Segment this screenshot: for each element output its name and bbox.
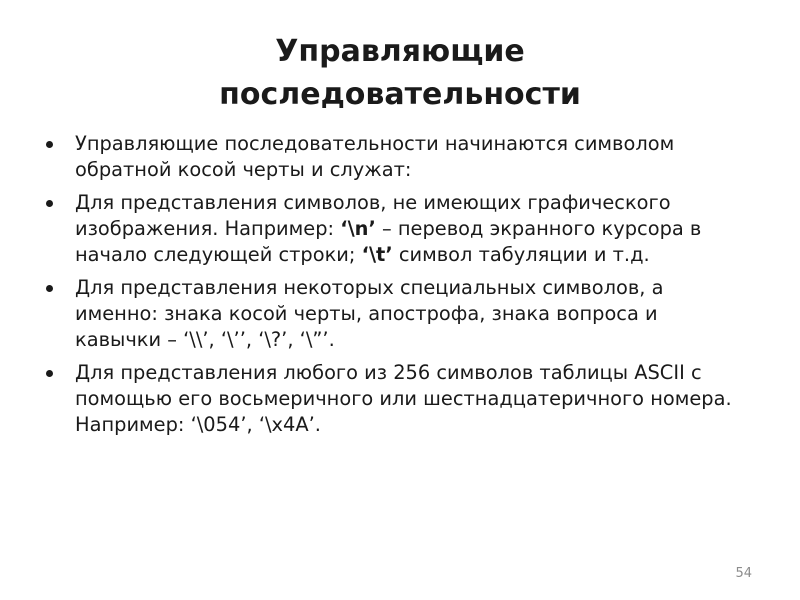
code-newline: ‘\n’ [340, 217, 376, 240]
bullet-text: Для представления символов, не имеющих графического изображения. Например: [75, 191, 671, 240]
bullet-text: Для представления некоторых специальных символов, а именно: знака косой черты, апострофа, знака вопроса и кавычки – ‘\\’, ‘\’’, ‘\?’, ‘\”’. [75, 276, 664, 351]
bullet-item-intro [44, 131, 744, 183]
bullet-text: символ табуляции и т.д. [392, 243, 650, 266]
bullet-text: Для представления любого из 256 символов таблицы ASCII с помощью его восьмеричного или шестнадцатеричного номера. Например: ‘\054’, ‘\x4A’. [75, 361, 732, 436]
page-number: 54 [735, 566, 752, 581]
bullet-item-special-chars [44, 275, 744, 353]
code-tab: ‘\t’ [361, 243, 393, 266]
bullet-list [44, 131, 744, 445]
bullet-item-nonprintable [44, 190, 744, 268]
slide-title-line-1: Управляющие [275, 34, 525, 69]
bullet-text: Управляющие последовательности начинаются символом обратной косой черты и служат: [75, 132, 675, 181]
slide-title [60, 30, 740, 116]
bullet-item-ascii-codes [44, 360, 744, 438]
bullet-text: – перевод экранного курсора в начало следующей строки; [75, 217, 702, 266]
slide-title-line-2: последовательности [219, 77, 581, 112]
